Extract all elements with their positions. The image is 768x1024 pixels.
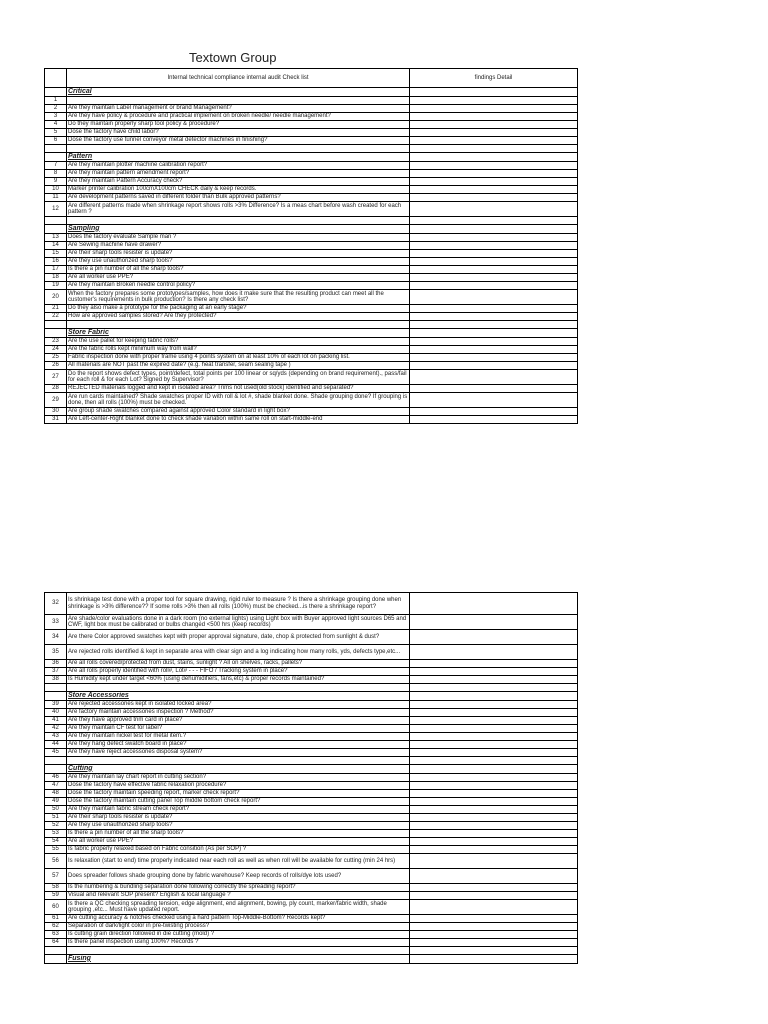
checklist-row	[45, 701, 578, 709]
item-number: 7	[45, 162, 67, 170]
section-row	[45, 765, 578, 774]
findings-cell	[410, 186, 578, 194]
findings-cell	[410, 250, 578, 258]
checklist-question: Are they maintain lay chart report in cutting section?	[67, 774, 410, 782]
checklist-question: Are they have approved trim card in place?	[67, 717, 410, 725]
section-heading: Store Fabric	[68, 328, 109, 336]
checklist-question: Are they maintain CF test for label?	[67, 725, 410, 733]
findings-cell	[410, 854, 578, 869]
item-number: 39	[45, 701, 67, 709]
item-number: 27	[45, 370, 67, 385]
findings-cell	[410, 830, 578, 838]
findings-cell	[410, 869, 578, 884]
checklist-row	[45, 733, 578, 741]
checklist-question: REJECTED materials logged and kept in isolated area? Trims not used(old stock) identified and separated?	[67, 385, 410, 393]
checklist-row	[45, 709, 578, 717]
checklist-row	[45, 869, 578, 884]
item-number: 58	[45, 884, 67, 892]
checklist-question: Dose the factory maintain cutting panel Top middle bottom check report?	[67, 798, 410, 806]
item-number: 41	[45, 717, 67, 725]
item-number: 12	[45, 202, 67, 217]
findings-cell	[410, 338, 578, 346]
item-number: 4	[45, 121, 67, 129]
checklist-question: Are their sharp tools resister is update?	[67, 250, 410, 258]
checklist-row	[45, 782, 578, 790]
checklist-question: Are they maintain Broken needle control policy?	[67, 282, 410, 290]
checklist-row	[45, 282, 578, 290]
checklist-row	[45, 660, 578, 668]
item-number: 56	[45, 854, 67, 869]
item-number: 35	[45, 645, 67, 660]
item-number: 32	[45, 593, 67, 615]
section-row	[45, 88, 578, 97]
item-number: 57	[45, 869, 67, 884]
item-number: 16	[45, 258, 67, 266]
item-number: 36	[45, 660, 67, 668]
findings-cell	[410, 765, 578, 774]
checklist-row	[45, 194, 578, 202]
checklist-question: Are all worker use PPE?	[67, 274, 410, 282]
item-number: 63	[45, 931, 67, 939]
findings-cell	[410, 194, 578, 202]
checklist-question: Dose the factory have child labor?	[67, 129, 410, 137]
item-number: 62	[45, 923, 67, 931]
findings-cell	[410, 915, 578, 923]
checklist-question: Are they maintain plotter machine calibration report?	[67, 162, 410, 170]
checklist-question: Is there a pin number of all the sharp tools?	[67, 830, 410, 838]
section-row	[45, 955, 578, 964]
checklist-question: Are there Color approved swatches kept with proper approval signature, date, chop & protected from sunlight & dust?	[67, 630, 410, 645]
checklist-row	[45, 806, 578, 814]
findings-cell	[410, 202, 578, 217]
findings-cell	[410, 274, 578, 282]
checklist-question: Are Sewing machine have drawer?	[67, 242, 410, 250]
checklist-row	[45, 242, 578, 250]
checklist-row	[45, 668, 578, 676]
findings-cell	[410, 660, 578, 668]
checklist-row	[45, 725, 578, 733]
item-number: 60	[45, 900, 67, 915]
findings-cell	[410, 153, 578, 162]
checklist-table-page-1	[44, 68, 578, 424]
item-number: 31	[45, 416, 67, 424]
findings-cell	[410, 370, 578, 385]
findings-cell	[410, 354, 578, 362]
findings-cell	[410, 923, 578, 931]
findings-cell	[410, 725, 578, 733]
findings-cell	[410, 266, 578, 274]
findings-cell	[410, 668, 578, 676]
item-number: 47	[45, 782, 67, 790]
checklist-question: Are they hang defect swatch board in place?	[67, 741, 410, 749]
checklist-row	[45, 250, 578, 258]
findings-cell	[410, 282, 578, 290]
checklist-question	[67, 97, 410, 105]
checklist-question: Is fabric properly relaxed based on Fabric consition (As per SOP) ?	[67, 846, 410, 854]
section-heading: Sampling	[68, 224, 100, 232]
item-number: 5	[45, 129, 67, 137]
checklist-row	[45, 830, 578, 838]
findings-cell	[410, 676, 578, 684]
findings-cell	[410, 892, 578, 900]
findings-cell	[410, 749, 578, 757]
item-number: 43	[45, 733, 67, 741]
findings-cell	[410, 709, 578, 717]
checklist-row	[45, 790, 578, 798]
checklist-question: Dose the factory have effective fabric relaxation procedure?	[67, 782, 410, 790]
section-heading: Critical	[68, 87, 92, 95]
checklist-question: Are Left-center-Right blanket done to check shade variation within same roll on start-middle-end	[67, 416, 410, 424]
item-number: 55	[45, 846, 67, 854]
item-number: 8	[45, 170, 67, 178]
blank-row	[45, 321, 578, 329]
checklist-question: Are they have reject accessories disposal system?	[67, 749, 410, 757]
findings-cell	[410, 234, 578, 242]
checklist-question: Does spreader follows shade grouping done by fabric warehouse? Keep records of rolls/dye lots used?	[67, 869, 410, 884]
findings-cell	[410, 129, 578, 137]
checklist-row	[45, 362, 578, 370]
findings-cell	[410, 385, 578, 393]
item-number: 3	[45, 113, 67, 121]
checklist-question: When the factory prepares some prototypes/samples, how does it make sure that the resulting product can meet all the customer's requirements in bulk production? Is there any check list?	[67, 290, 410, 305]
checklist-question: Do they also make a prototype for the packaging at an early stage?	[67, 305, 410, 313]
findings-cell	[410, 838, 578, 846]
checklist-question: Is cutting grain direction followed in die cutting (mold) ?	[67, 931, 410, 939]
findings-cell	[410, 615, 578, 630]
checklist-question: Are all worker use PPE?	[67, 838, 410, 846]
item-number: 54	[45, 838, 67, 846]
checklist-question: Are different patterns made when shrinkage report shows rolls >3% Difference? Is a meas chart before wash created for each pattern ?	[67, 202, 410, 217]
findings-cell	[410, 121, 578, 129]
checklist-row	[45, 105, 578, 113]
findings-cell	[410, 782, 578, 790]
findings-cell	[410, 145, 578, 153]
item-number: 19	[45, 282, 67, 290]
findings-cell	[410, 242, 578, 250]
item-number: 24	[45, 346, 67, 354]
checklist-row	[45, 749, 578, 757]
checklist-row	[45, 393, 578, 408]
findings-cell	[410, 701, 578, 709]
findings-cell	[410, 313, 578, 321]
checklist-question: Are group shade swatches compared against approved Color standard in light box?	[67, 408, 410, 416]
findings-cell	[410, 947, 578, 955]
item-number: 40	[45, 709, 67, 717]
findings-cell	[410, 290, 578, 305]
section-row	[45, 692, 578, 701]
checklist-question: Marker printer calibration 100cmX100cm CHECK daily & keep records.	[67, 186, 410, 194]
blank-row	[45, 947, 578, 955]
checklist-row	[45, 615, 578, 630]
checklist-row	[45, 385, 578, 393]
item-number: 20	[45, 290, 67, 305]
checklist-question: Are they use unauthorized sharp tools?	[67, 258, 410, 266]
checklist-row	[45, 346, 578, 354]
item-number: 11	[45, 194, 67, 202]
checklist-row	[45, 838, 578, 846]
findings-cell	[410, 362, 578, 370]
item-number: 50	[45, 806, 67, 814]
checklist-question: Are they have policy & procedure and practical implement on broken needle/ needle management?	[67, 113, 410, 121]
findings-cell	[410, 900, 578, 915]
findings-header: findings Detail	[410, 69, 578, 88]
findings-cell	[410, 105, 578, 113]
checklist-row	[45, 129, 578, 137]
findings-cell	[410, 939, 578, 947]
blank-row	[45, 684, 578, 692]
checklist-row	[45, 939, 578, 947]
section-row	[45, 329, 578, 338]
checklist-row	[45, 313, 578, 321]
checklist-question: Is there panel inspection using 100%? Records ?	[67, 939, 410, 947]
checklist-row	[45, 121, 578, 129]
item-number: 30	[45, 408, 67, 416]
checklist-row	[45, 892, 578, 900]
checklist-question: Are the use pallet for keeping fabric rolls?	[67, 338, 410, 346]
checklist-title: Internal technical compliance internal audit Check list	[67, 69, 410, 88]
checklist-question: Is there a QC checking spreading tension, edge alignment, end alignment, bowing, ply count, marker/fabric width, shade grouping ,etc... Must have updated report.	[67, 900, 410, 915]
checklist-question: Are factory maintain accessories inspection ? Method?	[67, 709, 410, 717]
item-number: 1	[45, 97, 67, 105]
checklist-row	[45, 931, 578, 939]
checklist-header-row	[45, 69, 578, 88]
checklist-row	[45, 822, 578, 830]
item-number: 22	[45, 313, 67, 321]
item-number: 23	[45, 338, 67, 346]
blank-row	[45, 757, 578, 765]
checklist-row	[45, 186, 578, 194]
checklist-row	[45, 854, 578, 869]
checklist-row	[45, 234, 578, 242]
findings-cell	[410, 593, 578, 615]
findings-cell	[410, 88, 578, 97]
checklist-question: Are they maintain Pattern Accuracy check?	[67, 178, 410, 186]
checklist-question: Are they use unauthorized sharp tools?	[67, 822, 410, 830]
item-number: 46	[45, 774, 67, 782]
checklist-question: Is the numbering & bundling separation done following correctly the spreading report?	[67, 884, 410, 892]
item-number: 49	[45, 798, 67, 806]
checklist-row	[45, 305, 578, 313]
findings-cell	[410, 258, 578, 266]
section-heading: Cutting	[68, 764, 93, 772]
section-heading: Pattern	[68, 152, 93, 160]
item-number: 21	[45, 305, 67, 313]
checklist-row	[45, 593, 578, 615]
findings-cell	[410, 97, 578, 105]
checklist-row	[45, 338, 578, 346]
findings-cell	[410, 806, 578, 814]
checklist-question: Are they maintain nickel test for metal item.?	[67, 733, 410, 741]
item-number: 25	[45, 354, 67, 362]
checklist-row	[45, 798, 578, 806]
item-number: 18	[45, 274, 67, 282]
checklist-row	[45, 884, 578, 892]
checklist-question: Are cutting accuracy & notches checked using a hard pattern Top-Middle-Bottom? Records kept?	[67, 915, 410, 923]
findings-cell	[410, 346, 578, 354]
checklist-question: Does the factory evaluate Sample man ?	[67, 234, 410, 242]
checklist-question: Is shrinkage test done with a proper tool for square drawing, rigid ruler to measure ? Is there a shrinkage grouping done when shrinkage is >3% difference?? If some rolls >3% then all rolls (100%) must be checked...is there a shrinkage report?	[67, 593, 410, 615]
section-row	[45, 153, 578, 162]
checklist-question: Are their sharp tools resister is update?	[67, 814, 410, 822]
checklist-row	[45, 137, 578, 145]
item-number: 45	[45, 749, 67, 757]
findings-cell	[410, 170, 578, 178]
item-number: 53	[45, 830, 67, 838]
checklist-row	[45, 416, 578, 424]
checklist-row	[45, 274, 578, 282]
findings-cell	[410, 814, 578, 822]
findings-cell	[410, 884, 578, 892]
checklist-table-page-2	[44, 592, 578, 964]
findings-cell	[410, 717, 578, 725]
item-number: 33	[45, 615, 67, 630]
checklist-row	[45, 645, 578, 660]
findings-cell	[410, 416, 578, 424]
checklist-row	[45, 408, 578, 416]
checklist-question: Are rejected accessories kept in isolated locked area?	[67, 701, 410, 709]
checklist-row	[45, 774, 578, 782]
checklist-question: Are they maintain Label management or brand Management?	[67, 105, 410, 113]
item-number: 13	[45, 234, 67, 242]
section-heading: Store Accessories	[68, 691, 129, 699]
checklist-question: Separation of dark/light color in pre-twisting process?	[67, 923, 410, 931]
checklist-question: Are all rolls covered/protected from dust, stains, sunlight ? All on shelves, racks, pallets?	[67, 660, 410, 668]
findings-cell	[410, 137, 578, 145]
item-number: 38	[45, 676, 67, 684]
checklist-question: Are development patterns saved in different folder than Bulk approved patterns?	[67, 194, 410, 202]
findings-cell	[410, 178, 578, 186]
findings-cell	[410, 630, 578, 645]
findings-cell	[410, 408, 578, 416]
checklist-question: Dose the factory use tunnel conveyor metal detector machines in finishing?	[67, 137, 410, 145]
checklist-row	[45, 354, 578, 362]
checklist-question: Are all rolls properly identified with roll#, Lot# - - - FIFO / Tracking system in place?	[67, 668, 410, 676]
findings-cell	[410, 321, 578, 329]
findings-cell	[410, 645, 578, 660]
findings-cell	[410, 305, 578, 313]
checklist-question: Are run cards maintained? Shade swatches proper ID with roll & lot #, shade blanket done. Shade grouping done? If grouping is done, then all rolls (100%) must be checked.	[67, 393, 410, 408]
checklist-question: How are approved samples stored? Are they protected?	[67, 313, 410, 321]
item-number: 42	[45, 725, 67, 733]
checklist-question: Are rejected rolls identified & kept in separate area with clear sign and a log indicating how many rolls, yds, defects type,etc...	[67, 645, 410, 660]
item-number: 17	[45, 266, 67, 274]
checklist-row	[45, 290, 578, 305]
checklist-row	[45, 266, 578, 274]
item-number: 28	[45, 385, 67, 393]
checklist-row	[45, 97, 578, 105]
findings-cell	[410, 955, 578, 964]
item-number: 59	[45, 892, 67, 900]
checklist-question: Fabric inspection done with proper frame using 4 points system on at least 10% of each lot on packing list.	[67, 354, 410, 362]
blank-row	[45, 145, 578, 153]
checklist-row	[45, 814, 578, 822]
checklist-question: Visual and relevant SOP present? English & local language ?	[67, 892, 410, 900]
findings-cell	[410, 692, 578, 701]
item-number: 29	[45, 393, 67, 408]
findings-cell	[410, 798, 578, 806]
item-number: 51	[45, 814, 67, 822]
item-number: 6	[45, 137, 67, 145]
checklist-row	[45, 923, 578, 931]
checklist-question: Is relaxation (start to end) time properly indicated near each roll as well as when roll will be available for cutting (min 24 hrs)	[67, 854, 410, 869]
item-number: 2	[45, 105, 67, 113]
item-number: 64	[45, 939, 67, 947]
findings-cell	[410, 846, 578, 854]
checklist-row	[45, 846, 578, 854]
findings-cell	[410, 774, 578, 782]
checklist-row	[45, 630, 578, 645]
section-heading: Fusing	[68, 954, 91, 962]
item-number: 9	[45, 178, 67, 186]
item-number: 34	[45, 630, 67, 645]
findings-cell	[410, 113, 578, 121]
checklist-question: Are shade/color evaluations done in a dark room (no external lights) using Light box with Buyer approved light sources D65 and CWF, light box must be calibrated or bulbs changed <500 hrs (keep records)	[67, 615, 410, 630]
checklist-question: Are they maintain fabric stream check report?	[67, 806, 410, 814]
findings-cell	[410, 393, 578, 408]
findings-cell	[410, 217, 578, 225]
checklist-question: Is Humidity kept under target <60% (using dehumidifiers, fans,etc) & proper records maintained?	[67, 676, 410, 684]
checklist-row	[45, 676, 578, 684]
checklist-question: Dose the factory maintain speeding report, marker check report?	[67, 790, 410, 798]
item-number: 48	[45, 790, 67, 798]
checklist-row	[45, 741, 578, 749]
item-number: 14	[45, 242, 67, 250]
checklist-row	[45, 370, 578, 385]
item-number: 26	[45, 362, 67, 370]
findings-cell	[410, 931, 578, 939]
checklist-row	[45, 162, 578, 170]
checklist-question: Are the fabric rolls kept minimum way from wall?	[67, 346, 410, 354]
findings-cell	[410, 733, 578, 741]
findings-cell	[410, 225, 578, 234]
checklist-question: Is there a pin number of all the sharp tools?	[67, 266, 410, 274]
org-name: Textown Group	[189, 50, 277, 65]
blank-row	[45, 217, 578, 225]
findings-cell	[410, 741, 578, 749]
findings-cell	[410, 757, 578, 765]
checklist-row	[45, 170, 578, 178]
checklist-row	[45, 915, 578, 923]
checklist-row	[45, 202, 578, 217]
checklist-row	[45, 717, 578, 725]
findings-cell	[410, 822, 578, 830]
findings-cell	[410, 684, 578, 692]
checklist-question: All materials are NOT past the expired date? (e.g. heat transfer, seam sealing tape )	[67, 362, 410, 370]
item-number: 10	[45, 186, 67, 194]
checklist-row	[45, 258, 578, 266]
item-number: 15	[45, 250, 67, 258]
checklist-question: Are they maintain pattern amendment report?	[67, 170, 410, 178]
findings-cell	[410, 329, 578, 338]
section-row	[45, 225, 578, 234]
item-number: 52	[45, 822, 67, 830]
item-number: 37	[45, 668, 67, 676]
checklist-question: Do they maintain properly sharp tool policy & procedure?	[67, 121, 410, 129]
findings-cell	[410, 790, 578, 798]
checklist-row	[45, 900, 578, 915]
checklist-row	[45, 113, 578, 121]
findings-cell	[410, 162, 578, 170]
checklist-question: Do the report shows defect types, point/defect, total points per 100 linear or sq/yds (depending on brand requirement)., pass/fail for each roll & for each Lot? Signed by Supervisor?	[67, 370, 410, 385]
item-number: 44	[45, 741, 67, 749]
checklist-row	[45, 178, 578, 186]
item-number: 61	[45, 915, 67, 923]
